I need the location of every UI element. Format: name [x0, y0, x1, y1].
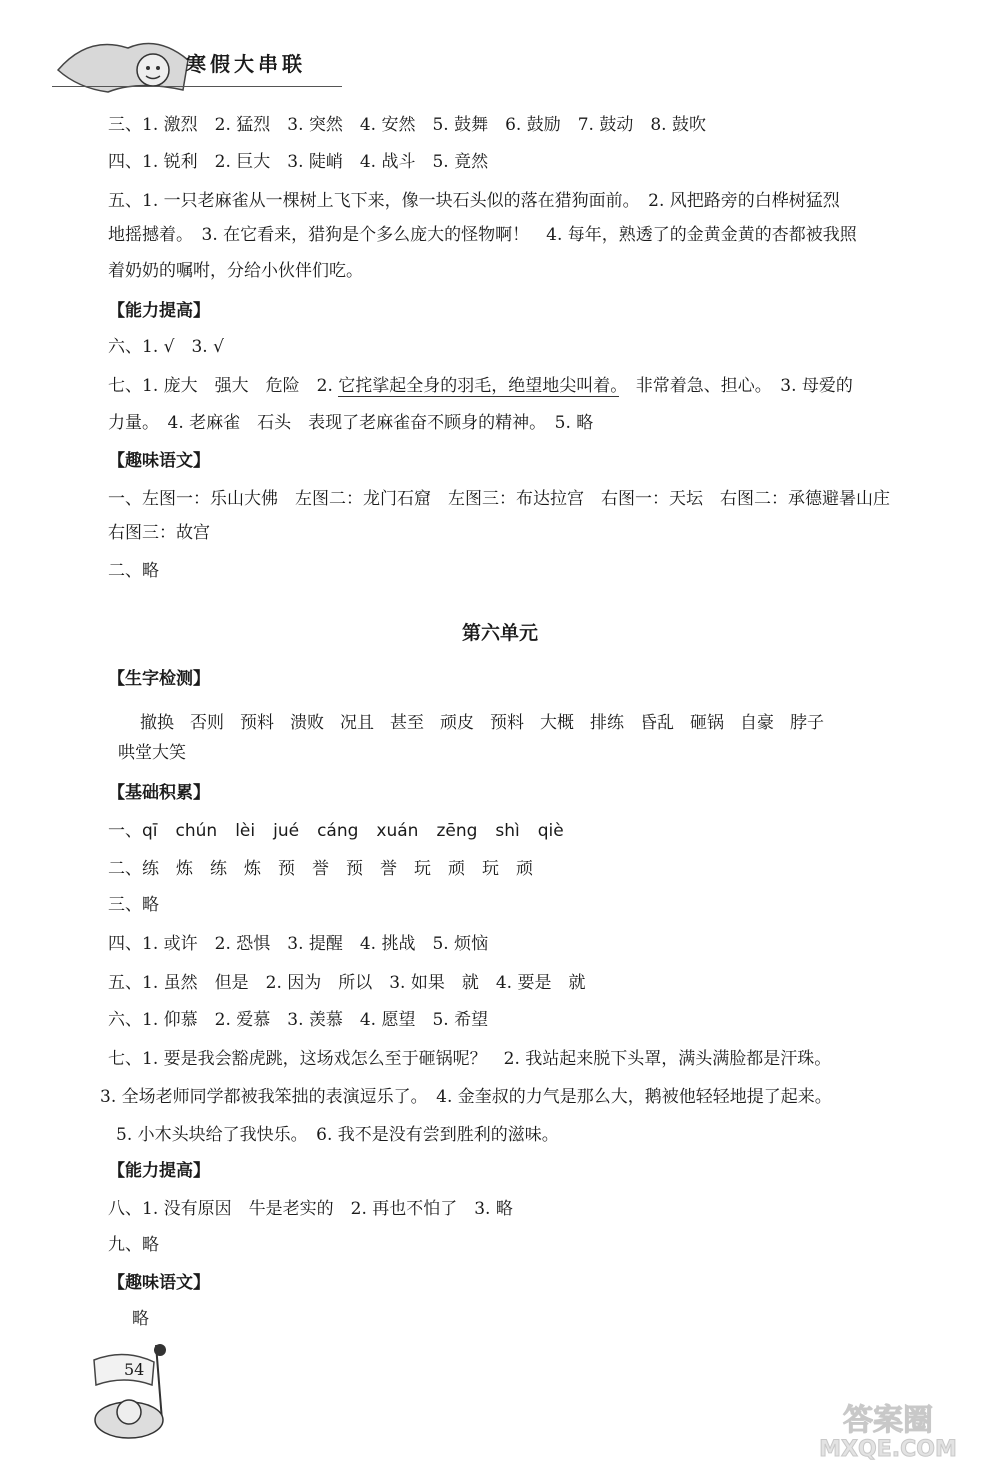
vocab-word: 哄堂大笑: [118, 743, 186, 763]
vocab-word: 自豪: [740, 713, 774, 733]
svg-text:MXQE.COM: MXQE.COM: [819, 1437, 957, 1462]
answer-line: 3. 全场老师同学都被我笨拙的表演逗乐了。 4. 金奎叔的力气是那么大，鹅被他轻轻地提了起来。: [100, 1087, 832, 1107]
vocab-word: 溃败: [290, 713, 324, 733]
answer-line: 四、1. 锐利 2. 巨大 3. 陡峭 4. 战斗 5. 竟然: [108, 152, 489, 172]
vocab-word: 预料: [490, 713, 524, 733]
answer-line: 七、1. 要是我会豁虎跳，这场戏怎么至于砸锅呢？ 2. 我站起来脱下头罩，满头满脸都是汗珠。: [108, 1049, 832, 1069]
header-rule: [52, 86, 342, 87]
answer-line: 三、1. 激烈 2. 猛烈 3. 突然 4. 安然 5. 鼓舞 6. 鼓励 7. 鼓动 8. 鼓吹: [108, 115, 706, 135]
pinyin-item: lèi: [235, 821, 256, 841]
answer-line: 六、1. √ 3. √: [108, 337, 224, 357]
answer-line: 九、略: [108, 1235, 159, 1255]
pinyin-item: xuán: [376, 821, 419, 841]
vocab-word: 大概: [540, 713, 574, 733]
answer-line: 六、1. 仰慕 2. 爱慕 3. 羡慕 4. 愿望 5. 希望: [108, 1010, 489, 1030]
answer-line: 右图三：故宫: [108, 523, 210, 543]
pinyin-item: chún: [175, 821, 218, 841]
svg-text:答案圈: 答案圈: [843, 1403, 933, 1438]
footer-illustration: [84, 1340, 204, 1445]
underlined-answer: 它挓挲起全身的羽毛，绝望地尖叫着。: [338, 376, 619, 396]
answer-text: 非常着急、担心。 3. 母爱的: [618, 376, 853, 396]
pinyin-item: qī: [142, 821, 158, 841]
pinyin-item: zēng: [436, 821, 478, 841]
section-heading: 【能力提高】: [108, 1161, 210, 1181]
unit-title: 第六单元: [461, 622, 538, 644]
header-title: 寒假大串联: [186, 52, 306, 76]
answer-line: [108, 375, 853, 397]
answer-line: 三、略: [108, 895, 159, 915]
vocab-word: 否则: [190, 713, 224, 733]
answer-line: 5. 小木头块给了我快乐。 6. 我不是没有尝到胜利的滋味。: [116, 1125, 559, 1145]
section-heading: 【基础积累】: [108, 783, 210, 803]
answer-line: 五、1. 一只老麻雀从一棵树上飞下来，像一块石头似的落在猎狗面前。 2. 风把路旁的白桦树猛烈: [108, 191, 840, 211]
answer-line: 二、练 炼 练 炼 预 誉 预 誉 玩 顽 玩 顽: [108, 859, 533, 879]
answer-line: 着奶奶的嘱咐，分给小伙伴们吃。: [108, 261, 363, 281]
vocab-word: 预料: [240, 713, 274, 733]
answer-line: 八、1. 没有原因 牛是老实的 2. 再也不怕了 3. 略: [108, 1199, 513, 1219]
section-heading: 【生字检测】: [108, 669, 210, 689]
vocab-list: [140, 708, 840, 733]
answer-line: 五、1. 虽然 但是 2. 因为 所以 3. 如果 就 4. 要是 就: [108, 973, 586, 993]
vocab-word: 甚至: [390, 713, 424, 733]
answer-line: 二、略: [108, 561, 159, 581]
answer-line: 四、1. 或许 2. 恐惧 3. 提醒 4. 挑战 5. 烦恼: [108, 934, 489, 954]
answer-line: 地摇撼着。 3. 在它看来，猎狗是个多么庞大的怪物啊！ 4. 每年，熟透了的金黄金黄的杏都被我照: [108, 225, 857, 245]
pinyin-list: [142, 821, 582, 841]
watermark-logo: [778, 1400, 988, 1462]
pinyin-line: [108, 820, 582, 842]
page-number: 54: [124, 1360, 145, 1379]
pinyin-item: cáng: [317, 821, 359, 841]
vocab-word: 撤换: [140, 713, 174, 733]
vocab-word: 顽皮: [440, 713, 474, 733]
answer-line: 略: [132, 1309, 149, 1329]
answer-line: 一、左图一：乐山大佛 左图二：龙门石窟 左图三：布达拉宫 右图一：天坛 右图二：承德避暑山庄: [108, 489, 890, 509]
section-heading: 【趣味语文】: [108, 1273, 210, 1293]
vocab-word: 况且: [340, 713, 374, 733]
section-heading: 【趣味语文】: [108, 451, 210, 471]
answer-text: 七、1. 庞大 强大 危险 2.: [108, 376, 339, 396]
vocab-word: 脖子: [790, 713, 824, 733]
vocab-word: 昏乱: [640, 713, 674, 733]
pinyin-item: shì: [495, 821, 520, 841]
section-heading: 【能力提高】: [108, 301, 210, 321]
pinyin-item: qiè: [537, 821, 564, 841]
vocab-word: 砸锅: [690, 713, 724, 733]
vocab-word: 排练: [590, 713, 624, 733]
pinyin-item: jué: [273, 821, 300, 841]
item-prefix: 一、: [108, 821, 142, 841]
answer-line: 力量。 4. 老麻雀 石头 表现了老麻雀奋不顾身的精神。 5. 略: [108, 413, 594, 433]
